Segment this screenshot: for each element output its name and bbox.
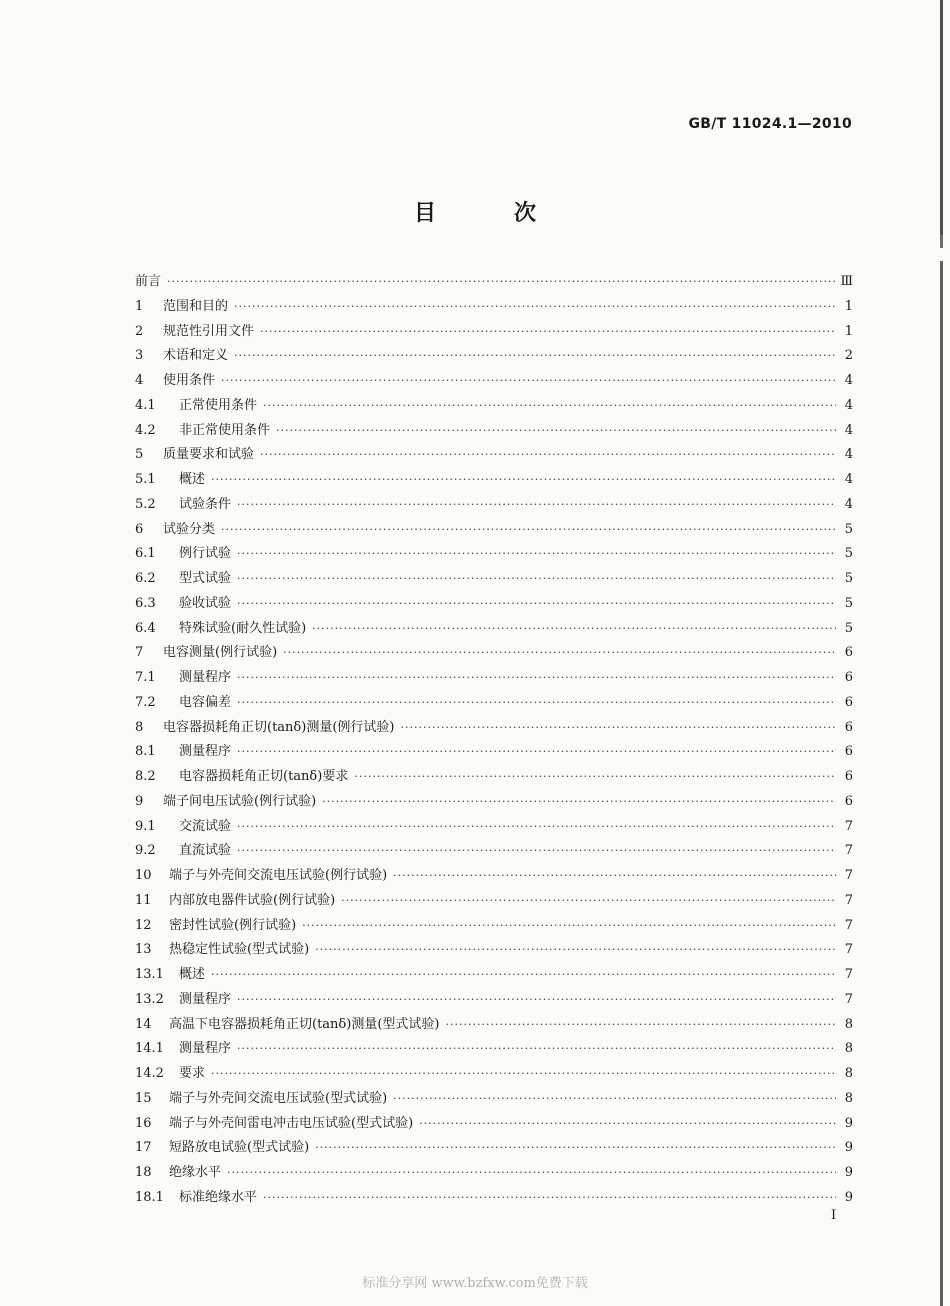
toc-entry-label: 电容器损耗角正切(tanδ)要求 <box>179 769 349 784</box>
toc-entry[interactable] <box>135 1062 853 1087</box>
toc-entry-number: 6.4 <box>135 620 156 636</box>
toc-entry-label: 直流试验 <box>179 843 232 859</box>
toc-entry-number: 6 <box>135 521 144 537</box>
toc-entry-label: 概述 <box>179 967 206 982</box>
toc-leader-dots <box>227 1161 836 1186</box>
toc-entry-number: 13 <box>135 942 152 958</box>
toc-entry-label: 例行试验 <box>179 546 232 562</box>
toc-entry-number: 9.1 <box>135 818 156 834</box>
toc-entry-number: 15 <box>135 1090 152 1106</box>
toc-leader-dots <box>234 344 836 369</box>
toc-entry[interactable] <box>135 1087 853 1112</box>
toc-entry[interactable] <box>135 1037 853 1062</box>
toc-entry-page: 5 <box>844 620 853 636</box>
toc-leader-dots <box>419 1112 836 1137</box>
toc-entry-number: 7.2 <box>135 694 156 710</box>
toc-leader-dots <box>260 443 836 468</box>
toc-leader-dots <box>445 1013 836 1038</box>
toc-leader-dots <box>237 666 836 691</box>
toc-leader-dots <box>221 518 836 543</box>
toc-entry-page: 7 <box>844 818 853 834</box>
toc-entry[interactable] <box>135 1136 853 1161</box>
toc-entry-number: 4.1 <box>135 397 156 413</box>
toc-entry-number: 5 <box>135 447 144 463</box>
toc-entry-page: 5 <box>844 595 853 611</box>
toc-entry-page: 8 <box>844 1016 853 1032</box>
toc-entry[interactable] <box>135 419 853 444</box>
toc-leader-dots <box>211 468 836 493</box>
toc-entry-number: 9 <box>135 793 144 809</box>
toc-entry[interactable] <box>135 765 853 790</box>
page-title: 目 次 <box>413 201 564 226</box>
toc-entry[interactable] <box>135 493 853 518</box>
toc-entry[interactable] <box>135 666 853 691</box>
toc-entry-label: 电容器损耗角正切(tanδ)测量(例行试验) <box>163 719 395 735</box>
toc-entry-page: 4 <box>844 397 853 413</box>
toc-leader-dots <box>237 740 836 765</box>
toc-entry[interactable] <box>135 518 853 543</box>
toc-entry[interactable] <box>135 815 853 840</box>
toc-entry-number: 2 <box>135 323 144 339</box>
toc-leader-dots <box>400 716 836 741</box>
toc-entry[interactable] <box>135 839 853 864</box>
toc-entry[interactable] <box>135 988 853 1013</box>
toc-entry[interactable] <box>135 542 853 567</box>
toc-entry-label: 测量程序 <box>179 744 232 760</box>
toc-entry[interactable] <box>135 740 853 765</box>
toc-entry[interactable] <box>135 889 853 914</box>
toc-leader-dots <box>221 369 836 394</box>
toc-entry-number: 4.2 <box>135 422 156 438</box>
toc-entry[interactable] <box>135 394 853 419</box>
toc-entry-number: 14.2 <box>135 1066 164 1081</box>
toc-entry-label: 标准绝缘水平 <box>179 1189 258 1205</box>
table-of-contents <box>135 270 853 1211</box>
toc-leader-dots <box>237 988 836 1013</box>
toc-leader-dots <box>260 320 836 345</box>
toc-leader-dots <box>315 938 836 963</box>
toc-entry[interactable] <box>135 320 853 345</box>
toc-entry-label: 端子与外壳间交流电压试验(型式试验) <box>169 1090 388 1106</box>
toc-leader-dots <box>315 1136 836 1161</box>
toc-entry-label: 测量程序 <box>179 670 232 685</box>
toc-entry-label: 特殊试验(耐久性试验) <box>179 620 307 636</box>
toc-entry[interactable] <box>135 1013 853 1038</box>
toc-leader-dots <box>393 864 836 889</box>
toc-leader-dots <box>234 295 836 320</box>
toc-entry[interactable] <box>135 295 853 320</box>
toc-entry-label: 试验条件 <box>179 496 232 512</box>
toc-entry-label: 电容测量(例行试验) <box>163 645 278 661</box>
toc-entry-number: 12 <box>135 917 152 933</box>
toc-entry-label: 规范性引用文件 <box>163 323 255 339</box>
toc-entry-number: 5.1 <box>135 472 156 487</box>
toc-entry[interactable] <box>135 963 853 988</box>
toc-entry-label: 电容偏差 <box>179 694 232 710</box>
toc-entry-number: 1 <box>135 298 144 314</box>
toc-entry-page: 7 <box>844 991 853 1007</box>
toc-entry[interactable] <box>135 567 853 592</box>
toc-entry[interactable] <box>135 270 853 295</box>
toc-leader-dots <box>354 765 836 790</box>
toc-entry-page: 4 <box>844 472 853 487</box>
toc-entry-number: 16 <box>135 1115 152 1131</box>
page-number: I <box>831 1208 837 1223</box>
toc-entry-label: 型式试验 <box>179 571 232 586</box>
toc-entry[interactable] <box>135 641 853 666</box>
toc-entry-label: 端子与外壳间雷电冲击电压试验(型式试验) <box>169 1115 414 1131</box>
toc-entry-number: 11 <box>135 892 152 908</box>
toc-leader-dots <box>263 394 836 419</box>
toc-entry[interactable] <box>135 1186 853 1211</box>
toc-entry-number: 5.2 <box>135 496 156 512</box>
toc-entry[interactable] <box>135 790 853 815</box>
toc-entry[interactable] <box>135 864 853 889</box>
toc-entry-page: 7 <box>844 843 853 859</box>
toc-leader-dots <box>302 914 836 939</box>
toc-entry-number: 4 <box>135 373 144 388</box>
toc-entry[interactable] <box>135 914 853 939</box>
toc-entry[interactable] <box>135 938 853 963</box>
toc-entry-label: 使用条件 <box>163 373 216 388</box>
toc-entry-page: 6 <box>844 744 853 760</box>
toc-leader-dots <box>322 790 836 815</box>
toc-entry-page: 4 <box>844 447 853 463</box>
watermark: 标准分享网 www.bzfxw.com免费下载 <box>362 1276 588 1291</box>
toc-entry-label: 范围和目的 <box>163 298 229 314</box>
toc-entry-label: 密封性试验(例行试验) <box>169 917 297 933</box>
toc-entry[interactable] <box>135 468 853 493</box>
standard-number: GB/T 11024.1—2010 <box>688 116 852 132</box>
toc-entry[interactable] <box>135 617 853 642</box>
toc-entry-number: 9.2 <box>135 843 156 859</box>
toc-entry-label: 概述 <box>179 472 206 487</box>
toc-entry-number: 13.1 <box>135 967 164 982</box>
toc-entry-label: 测量程序 <box>179 991 232 1007</box>
toc-leader-dots <box>237 542 836 567</box>
toc-entry-page: 4 <box>844 373 853 388</box>
toc-entry-page: 1 <box>844 323 853 339</box>
toc-entry-page: 7 <box>844 868 853 883</box>
toc-entry[interactable] <box>135 443 853 468</box>
toc-leader-dots <box>283 641 836 666</box>
toc-entry-label: 内部放电器件试验(例行试验) <box>169 892 336 908</box>
toc-entry-number: 17 <box>135 1140 152 1156</box>
toc-entry-page: 8 <box>844 1041 853 1057</box>
toc-entry-label: 端子与外壳间交流电压试验(例行试验) <box>169 868 388 883</box>
toc-entry-page: 5 <box>844 546 853 562</box>
toc-entry-page: 4 <box>844 422 853 438</box>
toc-entry-label: 绝缘水平 <box>169 1165 222 1180</box>
toc-leader-dots <box>237 691 836 716</box>
toc-entry-number: 7.1 <box>135 670 156 685</box>
toc-entry-label: 端子间电压试验(例行试验) <box>163 793 317 809</box>
toc-entry-number: 8 <box>135 719 144 735</box>
toc-leader-dots <box>237 815 836 840</box>
toc-entry-number: 6.1 <box>135 546 156 562</box>
toc-entry-page: 9 <box>844 1115 853 1131</box>
toc-leader-dots <box>211 963 836 988</box>
toc-leader-dots <box>237 592 836 617</box>
toc-entry-label: 试验分类 <box>163 521 216 537</box>
toc-entry-page: 4 <box>844 496 853 512</box>
toc-leader-dots <box>237 1037 836 1062</box>
toc-entry[interactable] <box>135 691 853 716</box>
toc-entry-number: 7 <box>135 645 144 661</box>
toc-entry-number: 8.1 <box>135 744 156 760</box>
toc-entry-page: 7 <box>844 967 853 982</box>
toc-entry-page: 2 <box>844 348 853 364</box>
toc-entry-number: 8.2 <box>135 769 156 784</box>
toc-entry-page: 6 <box>844 694 853 710</box>
scan-edge-shadow <box>940 0 943 1306</box>
toc-entry-number: 6.2 <box>135 571 156 586</box>
toc-entry-label: 质量要求和试验 <box>163 447 255 463</box>
toc-entry-page: 6 <box>844 670 853 685</box>
toc-entry-page: 7 <box>844 892 853 908</box>
toc-entry-page: 9 <box>844 1165 853 1180</box>
toc-leader-dots <box>167 270 835 295</box>
toc-leader-dots <box>237 567 836 592</box>
toc-leader-dots <box>263 1186 836 1211</box>
toc-entry-page: 8 <box>844 1066 853 1081</box>
toc-entry-label: 短路放电试验(型式试验) <box>169 1140 310 1156</box>
toc-leader-dots <box>312 617 836 642</box>
toc-entry-page: 9 <box>844 1189 853 1205</box>
toc-leader-dots <box>211 1062 836 1087</box>
toc-entry-label: 验收试验 <box>179 595 232 611</box>
toc-entry[interactable] <box>135 592 853 617</box>
toc-entry-page: 5 <box>844 521 853 537</box>
toc-entry-number: 18 <box>135 1165 152 1180</box>
toc-entry-number: 13.2 <box>135 991 164 1007</box>
toc-entry-number: 18.1 <box>135 1189 164 1205</box>
toc-leader-dots <box>237 493 836 518</box>
toc-entry-page: 8 <box>844 1090 853 1106</box>
toc-entry-number: 6.3 <box>135 595 156 611</box>
toc-entry[interactable] <box>135 344 853 369</box>
toc-entry-page: 6 <box>844 769 853 784</box>
toc-leader-dots <box>237 839 836 864</box>
toc-entry-label: 前言 <box>135 274 162 289</box>
toc-entry[interactable] <box>135 369 853 394</box>
toc-entry[interactable] <box>135 716 853 741</box>
toc-entry-page: 7 <box>844 942 853 958</box>
toc-leader-dots <box>393 1087 836 1112</box>
toc-entry-label: 非正常使用条件 <box>179 422 271 438</box>
toc-entry-label: 高温下电容器损耗角正切(tanδ)测量(型式试验) <box>169 1016 440 1032</box>
toc-entry-page: Ⅲ <box>840 274 853 289</box>
toc-entry-label: 交流试验 <box>179 818 232 834</box>
toc-entry[interactable] <box>135 1112 853 1137</box>
toc-entry-number: 14.1 <box>135 1041 164 1057</box>
toc-entry-page: 7 <box>844 917 853 933</box>
toc-entry-label: 要求 <box>179 1066 206 1081</box>
toc-entry-label: 热稳定性试验(型式试验) <box>169 942 310 958</box>
toc-entry-number: 10 <box>135 868 152 883</box>
toc-entry-page: 1 <box>844 298 853 314</box>
toc-entry-number: 14 <box>135 1016 152 1032</box>
toc-entry-page: 9 <box>844 1140 853 1156</box>
toc-leader-dots <box>276 419 836 444</box>
toc-entry-number: 3 <box>135 348 144 364</box>
toc-entry-page: 6 <box>844 719 853 735</box>
toc-entry[interactable] <box>135 1161 853 1186</box>
toc-entry-label: 术语和定义 <box>163 348 229 364</box>
toc-entry-page: 6 <box>844 793 853 809</box>
toc-entry-page: 5 <box>844 571 853 586</box>
toc-entry-page: 6 <box>844 645 853 661</box>
toc-entry-label: 测量程序 <box>179 1041 232 1057</box>
toc-leader-dots <box>341 889 836 914</box>
toc-entry-label: 正常使用条件 <box>179 397 258 413</box>
